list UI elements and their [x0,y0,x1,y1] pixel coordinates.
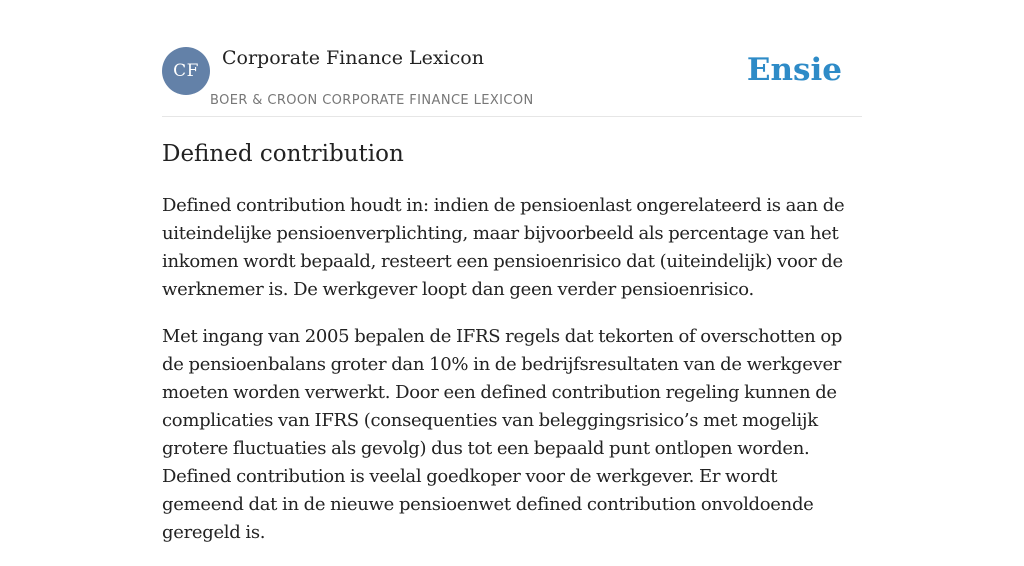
brand-logo[interactable]: Ensie [746,52,842,88]
source-header [162,46,862,117]
entry-title: Defined contribution [162,141,404,167]
source-avatar[interactable]: CF [162,47,210,95]
entry-paragraph: Met ingang van 2005 bepalen de IFRS regels dat tekorten of overschotten op de pensioenbalans groter dan 10% in de bedrijfsresultaten van de werkgever moeten worden verwerkt. Door een defined contribution regeling kunnen de complicaties van IFRS (consequenties van beleggingsrisico’s met mogelijk grotere fluctuaties als gevolg) dus tot een bepaald punt ontlopen worden. Defined contribution is veelal goedkoper voor de werkgever. Er wordt gemeend dat in de nieuwe pensioenwet defined contribution onvoldoende geregeld is. [162,326,843,543]
source-subtitle: BOER & CROON CORPORATE FINANCE LEXICON [210,93,534,108]
entry-body [162,192,862,566]
source-title-link[interactable]: Corporate Finance Lexicon [222,47,484,69]
entry-paragraph: Defined contribution houdt in: indien de pensioenlast ongerelateerd is aan de uiteindelijke pensioenverplichting, maar bijvoorbeeld als percentage van het inkomen wordt bepaald, resteert een pensioenrisico dat (uiteindelijk) voor de werknemer is. De werkgever loopt dan geen verder pensioenrisico. [162,195,845,300]
